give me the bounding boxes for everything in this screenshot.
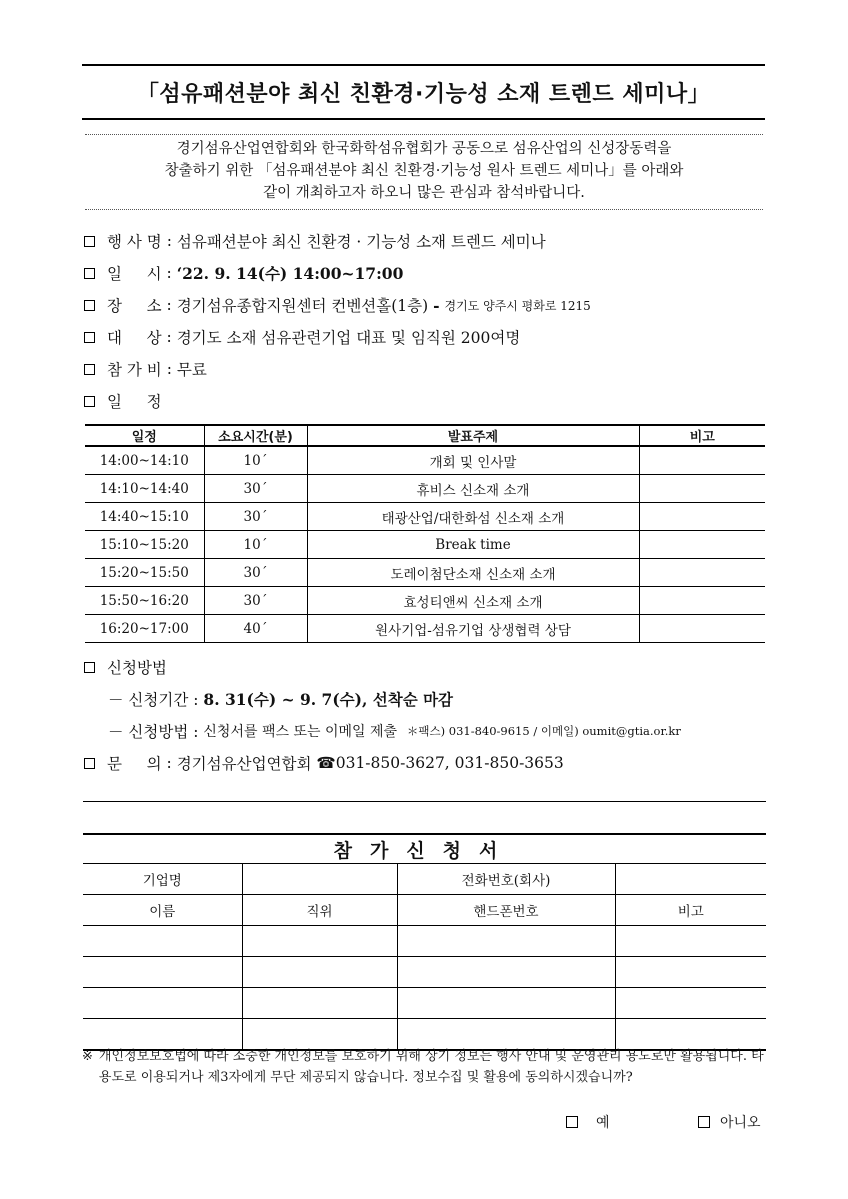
schedule-note bbox=[639, 559, 765, 587]
intro-text bbox=[85, 134, 763, 210]
info-event bbox=[84, 230, 546, 252]
schedule-duration: 30´ bbox=[204, 587, 307, 615]
schedule-header: 소요시간(분) bbox=[204, 425, 307, 446]
schedule-time: 15:20~15:50 bbox=[85, 559, 204, 587]
info-value: 경기도 소재 섬유관련기업 대표 및 임직원 200여명 bbox=[176, 329, 521, 347]
info-value: 경기섬유종합지원센터 컨벤션홀(1층) bbox=[176, 297, 429, 315]
position-input[interactable] bbox=[242, 957, 397, 988]
schedule-time: 16:20~17:00 bbox=[85, 615, 204, 643]
contact-key: 문 의 bbox=[107, 755, 162, 773]
no-label: 아니오 bbox=[720, 1115, 761, 1131]
checkbox-bullet-icon bbox=[84, 662, 95, 673]
info-sep: : bbox=[166, 360, 172, 378]
apply-method bbox=[108, 720, 681, 742]
notice-text: 개인정보보호법에 따라 소중한 개인정보를 보호하기 위해 상기 정보는 행사 안내 및 운영관리 용도로만 활용됩니다. 타 용도로 이용되거나 제3자에게 무단 제공되지 않습니다. 정보수집 및 활용에 동의하시겠습니까? bbox=[98, 1049, 764, 1085]
consent-yes[interactable] bbox=[566, 1112, 610, 1132]
info-value: 섬유패션분야 최신 친환경 · 기능성 소재 트렌드 세미나 bbox=[176, 233, 546, 251]
schedule-time: 14:40~15:10 bbox=[85, 503, 204, 531]
schedule-duration: 10´ bbox=[204, 446, 307, 475]
intro-line: 같이 개최하고자 하오니 많은 관심과 참석바랍니다. bbox=[263, 185, 585, 201]
info-key: 일 정 bbox=[107, 393, 162, 411]
checkbox-bullet-icon bbox=[84, 364, 95, 375]
note-input[interactable] bbox=[615, 988, 766, 1019]
intro-line: 경기섬유산업연합회와 한국화학섬유협회가 공동으로 섬유산업의 신성장동력을 bbox=[176, 141, 672, 157]
form-header-row bbox=[83, 895, 766, 926]
name-input[interactable] bbox=[83, 926, 242, 957]
checkbox-bullet-icon bbox=[84, 236, 95, 247]
contact-phones: 031-850-3627, 031-850-3653 bbox=[335, 754, 564, 772]
contact bbox=[84, 752, 564, 774]
checkbox-bullet-icon bbox=[84, 332, 95, 343]
schedule-duration: 40´ bbox=[204, 615, 307, 643]
application-form bbox=[83, 833, 766, 1051]
no-checkbox[interactable] bbox=[698, 1116, 710, 1128]
schedule-note bbox=[639, 503, 765, 531]
schedule-topic: 도레이첨단소재 신소재 소개 bbox=[307, 559, 639, 587]
schedule-duration: 30´ bbox=[204, 475, 307, 503]
privacy-notice bbox=[82, 1046, 772, 1088]
schedule-topic: 개회 및 인사말 bbox=[307, 446, 639, 475]
divider bbox=[83, 801, 766, 802]
company-label: 기업명 bbox=[83, 864, 242, 895]
position-input[interactable] bbox=[242, 988, 397, 1019]
name-input[interactable] bbox=[83, 957, 242, 988]
schedule-row bbox=[85, 446, 765, 475]
schedule-row bbox=[85, 503, 765, 531]
info-sep: : bbox=[166, 328, 172, 346]
schedule-note bbox=[639, 531, 765, 559]
apply-heading bbox=[84, 656, 167, 678]
schedule-note bbox=[639, 615, 765, 643]
checkbox-bullet-icon bbox=[84, 758, 95, 769]
contact-sep: : bbox=[166, 754, 172, 772]
schedule-duration: 10´ bbox=[204, 531, 307, 559]
schedule-topic: 태광산업/대한화섬 신소재 소개 bbox=[307, 503, 639, 531]
info-date bbox=[84, 262, 403, 284]
page-title: 「섬유패션분야 최신 친환경·기능성 소재 트렌드 세미나」 bbox=[136, 81, 711, 107]
form-header: 비고 bbox=[615, 895, 766, 926]
form-entry-row bbox=[83, 926, 766, 957]
mobile-input[interactable] bbox=[397, 957, 615, 988]
schedule-topic: 효성티앤씨 신소재 소개 bbox=[307, 587, 639, 615]
name-input[interactable] bbox=[83, 988, 242, 1019]
apply-method-detail: ＊팩스) 031-840-9615 / 이메일) oumit@gtia.or.kr bbox=[406, 724, 681, 738]
company-row bbox=[83, 864, 766, 895]
yes-label: 예 bbox=[596, 1115, 610, 1131]
yes-checkbox[interactable] bbox=[566, 1116, 578, 1128]
info-sep: : bbox=[166, 264, 172, 282]
mobile-input[interactable] bbox=[397, 988, 615, 1019]
consent-no[interactable] bbox=[698, 1112, 761, 1132]
info-value: ‘22. 9. 14(수) 14:00~17:00 bbox=[176, 264, 404, 283]
apply-period-label: － 신청기간 : bbox=[108, 691, 199, 709]
schedule-table bbox=[85, 424, 765, 643]
intro-line: 창출하기 위한 「섬유패션분야 최신 친환경·기능성 원사 트렌드 세미나」를 아래와 bbox=[164, 163, 684, 179]
info-value: 무료 bbox=[176, 361, 207, 379]
notice-mark: ※ bbox=[82, 1049, 93, 1064]
info-dash: - bbox=[433, 295, 440, 315]
schedule-header: 일정 bbox=[85, 425, 204, 446]
info-key: 참 가 비 bbox=[107, 361, 162, 379]
schedule-header-row bbox=[85, 425, 765, 446]
schedule-time: 15:10~15:20 bbox=[85, 531, 204, 559]
company-phone-input[interactable] bbox=[615, 864, 766, 895]
info-sep: : bbox=[166, 296, 172, 314]
note-input[interactable] bbox=[615, 926, 766, 957]
form-header: 핸드폰번호 bbox=[397, 895, 615, 926]
form-entry-row bbox=[83, 988, 766, 1019]
schedule-row bbox=[85, 559, 765, 587]
info-target bbox=[84, 326, 520, 348]
info-key: 일 시 bbox=[107, 265, 162, 283]
apply-method-label: － 신청방법 : bbox=[108, 723, 199, 741]
company-phone-label: 전화번호(회사) bbox=[397, 864, 615, 895]
company-input[interactable] bbox=[242, 864, 397, 895]
position-input[interactable] bbox=[242, 926, 397, 957]
form-header: 이름 bbox=[83, 895, 242, 926]
note-input[interactable] bbox=[615, 957, 766, 988]
checkbox-bullet-icon bbox=[84, 268, 95, 279]
schedule-header: 비고 bbox=[639, 425, 765, 446]
info-key: 장 소 bbox=[107, 297, 162, 315]
checkbox-bullet-icon bbox=[84, 300, 95, 311]
schedule-time: 14:10~14:40 bbox=[85, 475, 204, 503]
schedule-header: 발표주제 bbox=[307, 425, 639, 446]
info-fee bbox=[84, 358, 207, 380]
schedule-time: 14:00~14:10 bbox=[85, 446, 204, 475]
phone-icon: ☎ bbox=[316, 754, 336, 772]
schedule-row bbox=[85, 475, 765, 503]
schedule-duration: 30´ bbox=[204, 559, 307, 587]
apply-period-value: 8. 31(수) ~ 9. 7(수), 선착순 마감 bbox=[203, 690, 454, 709]
mobile-input[interactable] bbox=[397, 926, 615, 957]
schedule-topic: 원사기업-섬유기업 상생협력 상담 bbox=[307, 615, 639, 643]
info-place bbox=[84, 294, 591, 316]
form-title: 참가신청서 bbox=[83, 834, 766, 864]
info-key: 대 상 bbox=[107, 329, 162, 347]
schedule-note bbox=[639, 587, 765, 615]
info-schedule bbox=[84, 390, 162, 412]
schedule-topic: 휴비스 신소재 소개 bbox=[307, 475, 639, 503]
schedule-row bbox=[85, 615, 765, 643]
schedule-duration: 30´ bbox=[204, 503, 307, 531]
form-entry-row bbox=[83, 957, 766, 988]
schedule-row bbox=[85, 531, 765, 559]
title-box bbox=[82, 64, 765, 120]
contact-value: 경기섬유산업연합회 bbox=[176, 755, 312, 773]
info-key: 행 사 명 bbox=[107, 233, 162, 251]
form-header: 직위 bbox=[242, 895, 397, 926]
apply-method-value: 신청서를 팩스 또는 이메일 제출 bbox=[203, 724, 398, 740]
schedule-note bbox=[639, 475, 765, 503]
info-address: 경기도 양주시 평화로 1215 bbox=[444, 298, 591, 313]
schedule-topic: Break time bbox=[307, 531, 639, 559]
apply-period bbox=[108, 688, 453, 710]
schedule-row bbox=[85, 587, 765, 615]
schedule-time: 15:50~16:20 bbox=[85, 587, 204, 615]
checkbox-bullet-icon bbox=[84, 396, 95, 407]
schedule-note bbox=[639, 446, 765, 475]
info-sep: : bbox=[166, 232, 172, 250]
apply-heading-text: 신청방법 bbox=[107, 659, 167, 677]
